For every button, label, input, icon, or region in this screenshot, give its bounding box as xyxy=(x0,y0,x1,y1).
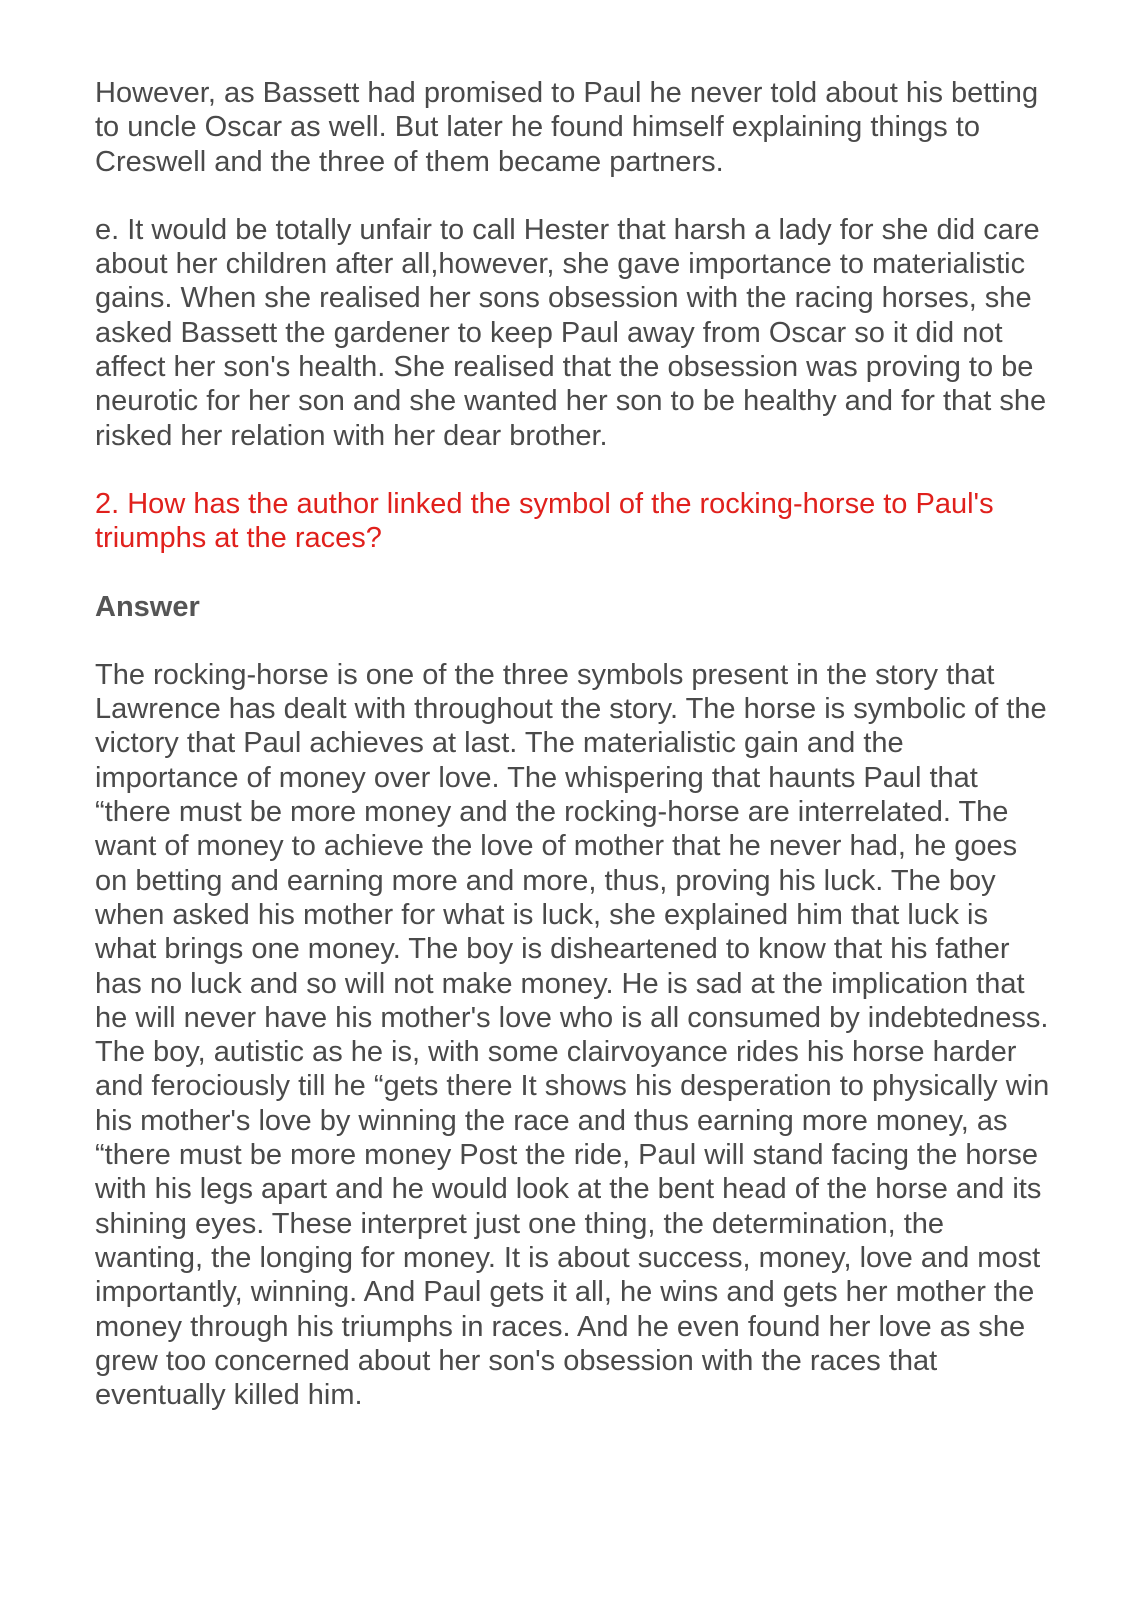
answer-paragraph: The rocking-horse is one of the three symbols present in the story that Lawrence has dealt with throughout the story. The horse is symbolic of the victory that Paul achieves at last. The materialistic gain and the importance of money over love. The whispering that haunts Paul that “there must be more money and the rocking-horse are interrelated. The want of money to achieve the love of mother that he never had, he goes on betting and earning more and more, thus, proving his luck. The boy when asked his mother for what is luck, she explained him that luck is what brings one money. The boy is disheartened to know that his father has no luck and so will not make money. He is sad at the implication that he will never have his mother's love who is all consumed by indebtedness. The boy, autistic as he is, with some clairvoyance rides his horse harder and ferociously till he “gets there It shows his desperation to physically win his mother's love by winning the race and thus earning more money, as “there must be more money Post the ride, Paul will stand facing the horse with his legs apart and he would look at the bent head of the horse and its shining eyes. These interpret just one thing, the determination, the wanting, the longing for money. It is about success, money, love and most importantly, winning. And Paul gets it all, he wins and gets her mother the money through his triumphs in races. And he even found her love as she grew too concerned about her son's obsession with the races that eventually killed him. xyxy=(95,658,1050,1412)
document-body xyxy=(95,76,1055,1446)
paragraph-bassett-promise: However, as Bassett had promised to Paul he never told about his betting to uncle Oscar as well. But later he found himself explaining things to Creswell and the three of them became partners. xyxy=(95,77,1039,178)
paragraph-hester-answer: e. It would be totally unfair to call Hester that harsh a lady for she did care about her children after all,however, she gave importance to materialistic gains. When she realised her sons obsession with the racing horses, she asked Bassett the gardener to keep Paul away from Oscar so it did not affect her son's health. She realised that the obsession was proving to be neurotic for her son and she wanted her son to be healthy and for that she risked her relation with her dear brother. xyxy=(95,213,1047,452)
answer-heading: Answer xyxy=(95,590,200,623)
question-heading: 2. How has the author linked the symbol of the rocking-horse to Paul's triumphs at the races? xyxy=(95,487,994,555)
